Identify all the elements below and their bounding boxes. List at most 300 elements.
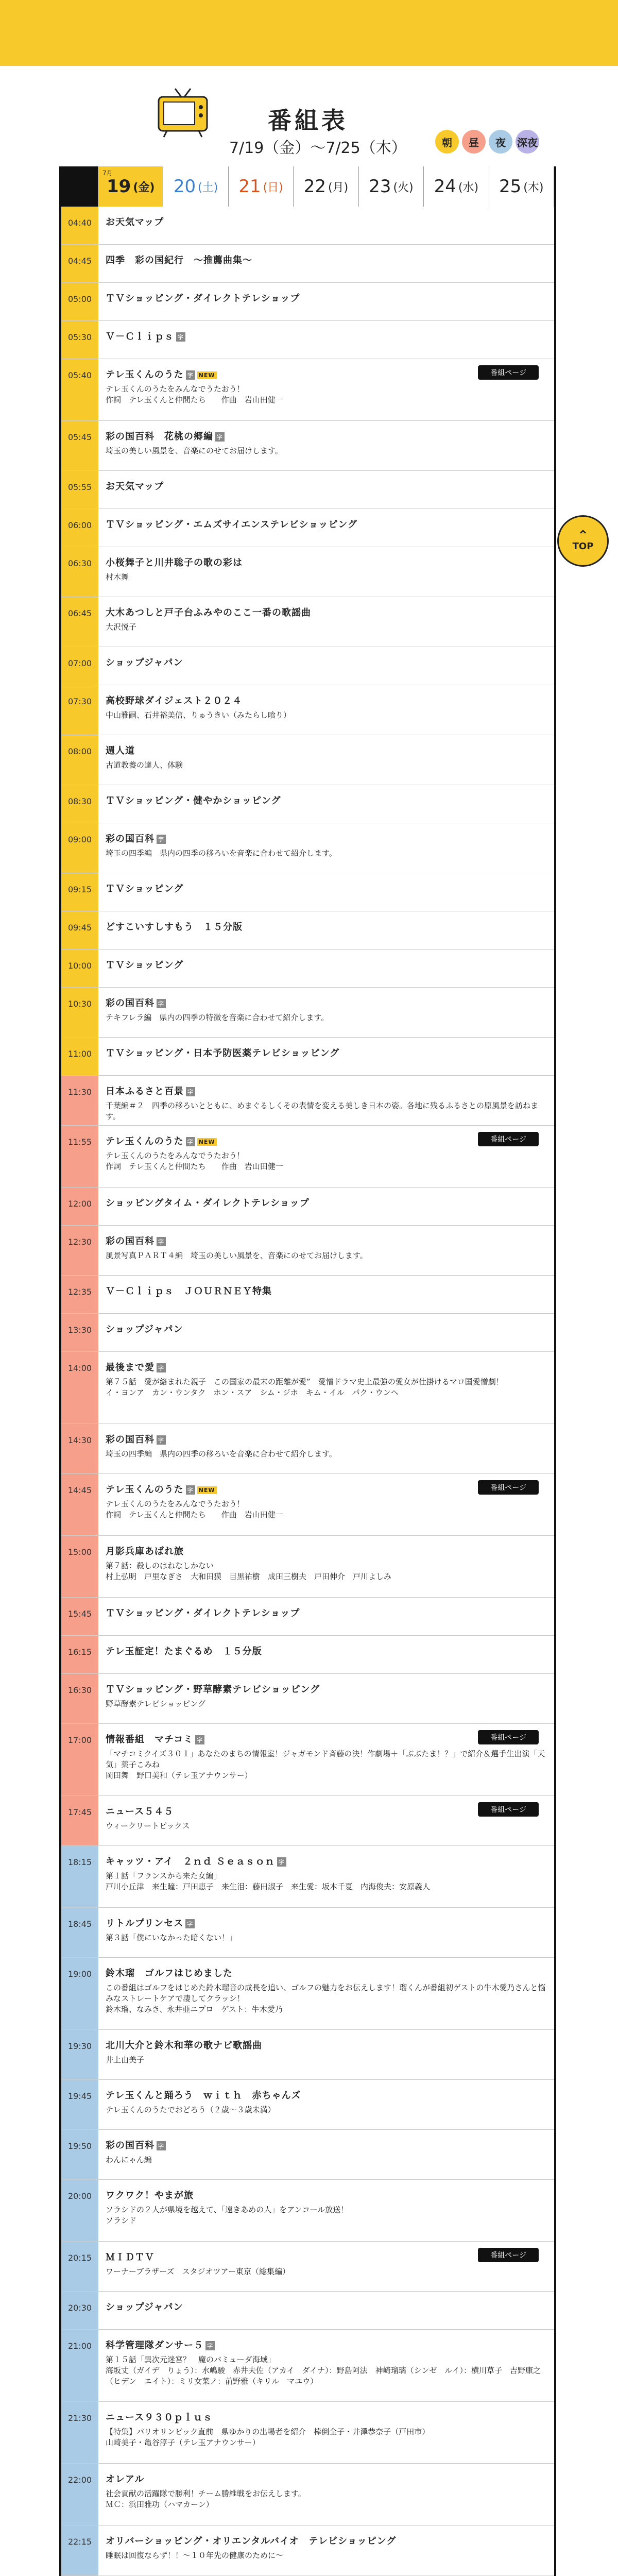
new-badge: NEW	[197, 1486, 217, 1494]
program-title[interactable]	[106, 693, 549, 707]
program-title[interactable]	[106, 958, 549, 971]
program-title-text: ショップジャパン	[106, 2302, 183, 2313]
program-title-text: 彩の国百科	[106, 834, 154, 844]
program-description: 埼玉の四季編 県内の四季の移ろいを音楽に合わせて紹介します。	[106, 849, 337, 858]
program-description: 埼玉の四季編 県内の四季の移ろいを音楽に合わせて紹介します。	[106, 1449, 337, 1459]
tab-date: 24	[434, 176, 456, 197]
subtitle-badge: 字	[195, 1735, 204, 1744]
program-body	[98, 283, 554, 320]
program-time: 14:00	[61, 1352, 98, 1423]
program-time: 22:15	[61, 2526, 98, 2575]
day-tab-19[interactable]	[98, 166, 163, 207]
program-title[interactable]	[106, 429, 549, 443]
program-row[interactable]	[61, 1076, 554, 1126]
program-title[interactable]	[106, 2410, 549, 2424]
program-row[interactable]	[61, 1598, 554, 1636]
program-title-text: ニュース９３０ｐｌｕｓ	[106, 2412, 213, 2423]
subtitle-badge: 字	[186, 1485, 195, 1495]
program-description: 埼玉の美しい風景を、音楽にのせてお届けします。	[106, 446, 283, 455]
program-row[interactable]	[61, 647, 554, 685]
program-title[interactable]	[106, 743, 549, 757]
program-row[interactable]	[61, 823, 554, 873]
program-body	[98, 1424, 554, 1473]
program-row[interactable]	[61, 911, 554, 950]
program-title[interactable]	[106, 2472, 549, 2485]
program-row[interactable]	[61, 1276, 554, 1314]
day-tab-25[interactable]	[489, 166, 554, 207]
program-title[interactable]	[106, 2534, 549, 2547]
program-time: 18:15	[61, 1846, 98, 1907]
time-column-header	[61, 166, 98, 207]
subtitle-badge: 字	[157, 1435, 166, 1445]
program-row[interactable]	[61, 1314, 554, 1352]
program-row[interactable]	[61, 2464, 554, 2526]
day-tab-24[interactable]	[424, 166, 489, 207]
program-title[interactable]	[106, 1360, 549, 1374]
program-body	[98, 911, 554, 949]
tab-date: 25	[499, 176, 522, 197]
program-description: 第１話「フランスから来た女編」 戸川小丘津 来生瞳：戸田恵子 来生泪：藤田淑子 来生愛：坂本千夏 内海俊夫：安原義人	[106, 1871, 431, 1891]
program-title-text: 科学管理隊ダンサー５	[106, 2340, 204, 2351]
program-title[interactable]	[106, 2038, 549, 2052]
day-tab-23[interactable]	[359, 166, 424, 207]
program-row[interactable]	[61, 1424, 554, 1474]
program-title-text: ＴＶショッピング	[106, 884, 184, 894]
program-title[interactable]	[106, 1084, 549, 1097]
program-title-text: ニュース５４５	[106, 1806, 174, 1817]
program-title-text: ショッピングタイム・ダイレクトテレショップ	[106, 1198, 310, 1209]
subtitle-badge: 字	[186, 1137, 195, 1146]
program-row[interactable]	[61, 283, 554, 321]
program-row[interactable]	[61, 547, 554, 597]
program-row[interactable]	[61, 2330, 554, 2402]
program-body	[98, 1314, 554, 1351]
program-row[interactable]	[61, 1352, 554, 1424]
program-title-text: どすこいすしすもう １５分版	[106, 922, 243, 933]
program-time: 17:45	[61, 1796, 98, 1845]
program-row[interactable]	[61, 1226, 554, 1276]
program-row[interactable]	[61, 1846, 554, 1908]
program-row[interactable]	[61, 1724, 554, 1796]
program-time: 19:50	[61, 2130, 98, 2179]
program-grid	[59, 166, 556, 2576]
subtitle-badge: 字	[176, 332, 185, 342]
program-description: 古道教養の達人、体験	[106, 760, 183, 770]
program-title-text: テレ玉くんのうた	[106, 369, 184, 380]
program-title-text: ＴＶショッピング・ダイレクトテレショップ	[106, 1608, 300, 1619]
program-page-button[interactable]: 番組ページ	[478, 1802, 539, 1817]
program-body	[98, 1188, 554, 1225]
program-body	[98, 988, 554, 1037]
program-title[interactable]	[106, 1544, 549, 1557]
program-title[interactable]	[106, 1196, 549, 1209]
program-title-text: ショップジャパン	[106, 1324, 183, 1335]
program-body	[98, 2292, 554, 2329]
subtitle-badge: 字	[185, 1919, 195, 1928]
program-body	[98, 1474, 554, 1535]
program-title[interactable]	[106, 605, 549, 619]
program-row[interactable]	[61, 1674, 554, 1724]
program-title-text: 高校野球ダイジェスト２０２４	[106, 696, 243, 706]
program-time: 06:00	[61, 509, 98, 547]
program-title[interactable]	[106, 1966, 549, 1979]
slot-button-0[interactable]: 朝	[435, 130, 459, 154]
program-title[interactable]	[106, 793, 549, 807]
program-time: 14:45	[61, 1474, 98, 1535]
tv-icon	[154, 87, 211, 138]
program-body	[98, 2130, 554, 2179]
program-row[interactable]	[61, 207, 554, 245]
program-body	[98, 647, 554, 685]
program-title-text: テレ玉くんのうた	[106, 1484, 184, 1495]
program-title[interactable]	[106, 1046, 549, 1059]
program-title-text: 最後まで愛	[106, 1362, 154, 1373]
program-time: 13:30	[61, 1314, 98, 1351]
tab-weekday: (土)	[198, 181, 218, 194]
program-time: 10:00	[61, 950, 98, 987]
program-body	[98, 1796, 554, 1845]
day-tab-20[interactable]	[163, 166, 228, 207]
program-time: 14:30	[61, 1424, 98, 1473]
program-time: 20:30	[61, 2292, 98, 2329]
slot-button-2[interactable]: 夜	[489, 130, 512, 154]
program-description: 社会貢献の活躍隊で勝利！チーム勝維戦をお伝えします。 ＭＣ：浜田雅功（ハマカーン）	[106, 2489, 306, 2509]
program-row[interactable]	[61, 685, 554, 735]
program-title-text: 彩の国百科	[106, 1434, 154, 1445]
program-time: 05:40	[61, 359, 98, 420]
program-title-text: 小桜舞子と川井聡子の歌の彩は	[106, 557, 243, 568]
program-body	[98, 2464, 554, 2525]
program-title-text: 週人道	[106, 745, 135, 756]
program-description: わんにゃん編	[106, 2155, 152, 2164]
program-title-text: ＴＶショッピング	[106, 960, 184, 971]
program-title-text: お天気マップ	[106, 481, 164, 492]
program-title-text: 彩の国百科	[106, 2140, 154, 2151]
program-title[interactable]	[106, 2300, 549, 2313]
program-title-text: オリバーショッピング・オリエンタルバイオ テレビショッピング	[106, 2536, 397, 2547]
program-title[interactable]	[106, 996, 549, 1009]
slot-button-1[interactable]: 昼	[462, 130, 486, 154]
program-description: この番組はゴルフをはじめた鈴木瑠音の成長を追い、ゴルフの魅力をお伝えします！瑠くんが番組初ゲストの牛木愛乃さんと悩みなストレートケアで凄してクラッシ！ 鈴木瑠、なみき、永井亜ニプロ ゲスト：牛木愛乃	[106, 1983, 546, 2014]
program-title-text: 彩の国百科	[106, 998, 154, 1009]
program-body	[98, 2180, 554, 2241]
program-title[interactable]	[106, 329, 549, 343]
program-description: 【特集】パリオリンピック直前 県ゆかりの出場者を紹介 棒倒全子・井澤恭奈子（戸田市） 山崎美子・亀谷淳子（テレ玉アナウンサー）	[106, 2427, 430, 2447]
program-body	[98, 1908, 554, 1957]
program-title-text: 大木あつしと戸子台ふみやのここ一番の歌謡曲	[106, 607, 311, 618]
program-title-text: 四季 彩の国紀行 〜推薦曲集〜	[106, 255, 252, 266]
program-time: 19:00	[61, 1958, 98, 2029]
program-title[interactable]	[106, 555, 549, 569]
program-time: 12:30	[61, 1226, 98, 1275]
program-title-text: 鈴木瑠 ゴルフはじめました	[106, 1968, 233, 1979]
new-badge: NEW	[197, 1138, 217, 1146]
program-row[interactable]	[61, 245, 554, 283]
program-time: 05:55	[61, 471, 98, 509]
program-description: テレ玉くんのうたでおどろう（２歳〜３歳未満）	[106, 2105, 276, 2114]
program-time: 11:00	[61, 1038, 98, 1075]
program-title-text: ＴＶショッピング・エムズサイエンステレビショッピング	[106, 519, 357, 530]
program-body	[98, 2242, 554, 2291]
program-row[interactable]	[61, 735, 554, 785]
tab-date: 20	[173, 176, 196, 197]
program-title-text: ＴＶショッピング・ダイレクトテレショップ	[106, 293, 300, 304]
program-time: 15:45	[61, 1598, 98, 1635]
program-title[interactable]	[106, 1606, 549, 1619]
chevron-up-icon: ⌃	[577, 528, 589, 544]
tab-weekday: (日)	[263, 181, 283, 194]
slot-button-3[interactable]: 深夜	[516, 130, 539, 154]
program-description: テレ玉くんのうたをみんなでうたおう！ 作詞 テレ玉くんと仲間たち 作曲 岩山田健一	[106, 1499, 283, 1519]
tab-weekday: (火)	[393, 181, 414, 194]
program-time: 12:00	[61, 1188, 98, 1225]
program-row[interactable]	[61, 2130, 554, 2180]
program-title[interactable]	[106, 1284, 549, 1297]
top-label: TOP	[572, 540, 594, 552]
program-body	[98, 873, 554, 911]
program-title[interactable]	[106, 1916, 549, 1929]
program-body	[98, 421, 554, 470]
program-row[interactable]	[61, 950, 554, 988]
program-time: 16:15	[61, 1636, 98, 1673]
program-body	[98, 1276, 554, 1313]
program-row[interactable]	[61, 1126, 554, 1188]
program-description: 第１５話「異次元迷宮？ 魔のバミューダ海域」 海坂丈（ガイデ りょう）：水嶋駿 赤井夫佐（アカイ ダイナ）：野島阿法 神崎瑠璃（シンゼ ルイ）：横川草子 吉野康之（ヒデン エイト）：ミリ女菜ノ：前野雅（キリル マユウ）	[106, 2355, 541, 2386]
program-description: ウィークリートピックス	[106, 1821, 190, 1831]
program-row[interactable]	[61, 1038, 554, 1076]
program-body	[98, 1674, 554, 1723]
program-body	[98, 1724, 554, 1795]
subtitle-badge: 字	[186, 370, 195, 380]
subtitle-badge: 字	[277, 1857, 286, 1867]
program-body	[98, 1226, 554, 1275]
program-body	[98, 1598, 554, 1635]
program-title[interactable]	[106, 2088, 549, 2102]
program-body	[98, 1076, 554, 1125]
program-description: ソラシドの２人が県境を越えて、「遠きあめの人」をアンコール放送！ ソラシド	[106, 2205, 349, 2225]
program-time: 09:00	[61, 823, 98, 873]
program-body	[98, 950, 554, 987]
subtitle-badge: 字	[205, 2341, 215, 2350]
program-description: 大沢悦子	[106, 622, 137, 632]
program-time: 22:00	[61, 2464, 98, 2525]
program-title-text: テレ玉証定！たまぐるめ １５分版	[106, 1646, 262, 1657]
program-time: 21:30	[61, 2402, 98, 2463]
program-title-text: お天気マップ	[106, 217, 164, 228]
program-row[interactable]	[61, 1536, 554, 1598]
program-description: 第７話：殺しのはねなしかない 村上弘明 戸里なぎさ 大和田獏 目黒祐樹 成田三樹夫 戸田伸介 戸川よしみ	[106, 1561, 392, 1581]
program-description: ワーナーブラザーズ スタジオツアー東京（総集編）	[106, 2267, 290, 2276]
subtitle-badge: 字	[157, 1237, 166, 1246]
program-title[interactable]	[106, 832, 549, 845]
tab-weekday: (金)	[133, 181, 155, 194]
program-row[interactable]	[61, 2402, 554, 2464]
program-title-text: Ｖ－Ｃｌｉｐｓ ＪＯＵＲＮＥＹ特集	[106, 1286, 272, 1297]
program-title[interactable]	[106, 215, 549, 228]
tab-weekday: (月)	[328, 181, 349, 194]
subtitle-badge: 字	[157, 999, 166, 1008]
program-time: 15:00	[61, 1536, 98, 1597]
program-title-text: ワクワク！やまが旅	[106, 2190, 194, 2201]
program-row[interactable]	[61, 2242, 554, 2292]
program-time: 07:30	[61, 685, 98, 735]
program-title-text: ＴＶショッピング・野草酵素テレビショッピング	[106, 1684, 320, 1695]
program-title-text: テレ玉くんと踊ろう ｗｉｔｈ 赤ちゃんズ	[106, 2090, 301, 2101]
program-row[interactable]	[61, 2292, 554, 2330]
program-body	[98, 509, 554, 547]
program-body	[98, 245, 554, 282]
program-row[interactable]	[61, 1188, 554, 1226]
page-header	[0, 66, 618, 168]
program-time: 17:00	[61, 1724, 98, 1795]
tab-weekday: (木)	[523, 181, 544, 194]
program-description: 第３話「僕にいなかった暗くない！」	[106, 1933, 237, 1942]
program-time: 06:30	[61, 547, 98, 597]
program-body	[98, 547, 554, 597]
program-row[interactable]	[61, 1636, 554, 1674]
program-row[interactable]	[61, 785, 554, 823]
program-body	[98, 1636, 554, 1673]
program-description: 千葉編＃２ 四季の移ろいとともに、めまぐるしくその表情を変える美しき日本の姿。各地に残るふるさとの原風景を訪ねます。	[106, 1101, 539, 1121]
program-title[interactable]	[106, 2188, 549, 2201]
program-description: 野草酵素テレビショッピング	[106, 1699, 206, 1708]
program-page-button[interactable]: 番組ページ	[478, 2248, 539, 2262]
program-time: 19:30	[61, 2030, 98, 2079]
program-time: 20:15	[61, 2242, 98, 2291]
program-row[interactable]	[61, 509, 554, 547]
program-body	[98, 2526, 554, 2575]
program-body	[98, 1958, 554, 2029]
program-row[interactable]	[61, 2080, 554, 2130]
program-description: 井上由美子	[106, 2055, 145, 2064]
program-description: テレ玉くんのうたをみんなでうたおう！ 作詞 テレ玉くんと仲間たち 作曲 岩山田健一	[106, 1151, 283, 1171]
program-title-text: 情報番組 マチコミ	[106, 1734, 194, 1745]
program-title-text: ショップジャパン	[106, 657, 183, 668]
program-row[interactable]	[61, 988, 554, 1038]
program-row[interactable]	[61, 321, 554, 359]
program-time: 07:00	[61, 647, 98, 685]
program-row[interactable]	[61, 2526, 554, 2575]
program-time: 05:00	[61, 283, 98, 320]
program-title-text: オレアル	[106, 2474, 145, 2485]
program-time: 09:15	[61, 873, 98, 911]
program-time: 12:35	[61, 1276, 98, 1313]
program-row[interactable]	[61, 1796, 554, 1846]
program-title[interactable]	[106, 1432, 549, 1446]
program-time: 18:45	[61, 1908, 98, 1957]
tab-month: 7月	[102, 170, 113, 177]
program-time: 19:45	[61, 2080, 98, 2129]
program-title-text: Ｖ－Ｃｌｉｐｓ	[106, 331, 174, 342]
program-time: 05:45	[61, 421, 98, 470]
program-description: 中山雅嗣、石井裕美信、りゅうきい（みたらし喰り）	[106, 710, 291, 720]
program-body	[98, 1126, 554, 1187]
program-title-text: テレ玉くんのうた	[106, 1136, 184, 1147]
subtitle-badge: 字	[186, 1087, 195, 1096]
program-body	[98, 823, 554, 873]
program-page-button[interactable]: 番組ページ	[478, 365, 539, 380]
program-title[interactable]	[106, 1854, 549, 1868]
program-time: 11:55	[61, 1126, 98, 1187]
day-tabs	[61, 166, 554, 207]
program-description: テキフレラ編 県内の四季の特徴を音楽に合わせて紹介します。	[106, 1013, 329, 1022]
program-title-text: 日本ふるさと百景	[106, 1086, 184, 1097]
program-body	[98, 2402, 554, 2463]
program-row[interactable]	[61, 471, 554, 509]
program-row[interactable]	[61, 2180, 554, 2242]
program-description: 「マチコミクイズ３０１」あなたのまちの情報室！ジャガモンド斉藤の決！作劇場＋「ぶぶたま！？」で紹介＆選手生出演「天気」薬子こみね 岡田舞 野口美和（テレ玉アナウンサー）	[106, 1749, 545, 1780]
program-time: 08:00	[61, 735, 98, 785]
subtitle-badge: 字	[157, 1363, 166, 1372]
program-row[interactable]	[61, 421, 554, 471]
program-row[interactable]	[61, 873, 554, 911]
program-title[interactable]	[106, 1682, 549, 1696]
program-row[interactable]	[61, 1908, 554, 1958]
program-title-text: リトルプリンセス	[106, 1918, 184, 1929]
program-description: 風景写真ＰＡＲＴ４編 埼玉の美しい風景を、音楽にのせてお届けします。	[106, 1251, 368, 1260]
program-body	[98, 471, 554, 509]
program-title-text: 彩の国百科 花桃の郷編	[106, 431, 213, 442]
program-body	[98, 207, 554, 244]
day-tab-22[interactable]	[294, 166, 358, 207]
program-time: 04:40	[61, 207, 98, 244]
program-page-button[interactable]: 番組ページ	[478, 1480, 539, 1495]
subtitle-badge: 字	[215, 432, 225, 442]
program-title[interactable]	[106, 253, 549, 266]
program-row[interactable]	[61, 1958, 554, 2030]
program-title[interactable]	[106, 1234, 549, 1247]
program-page-button[interactable]: 番組ページ	[478, 1132, 539, 1146]
tab-weekday: (水)	[458, 181, 479, 194]
program-body	[98, 597, 554, 647]
program-title[interactable]	[106, 655, 549, 669]
program-title-text: 月影兵庫あばれ旅	[106, 1546, 184, 1557]
program-row[interactable]	[61, 2030, 554, 2080]
program-row[interactable]	[61, 359, 554, 421]
program-body	[98, 2330, 554, 2401]
new-badge: NEW	[197, 371, 217, 379]
program-title-text: ＭＩＤＴＶ	[106, 2252, 154, 2263]
program-time: 08:30	[61, 785, 98, 823]
tab-date: 21	[238, 176, 261, 197]
day-tab-21[interactable]	[229, 166, 294, 207]
program-title[interactable]	[106, 2338, 549, 2351]
program-time: 16:30	[61, 1674, 98, 1723]
program-title[interactable]	[106, 291, 549, 304]
program-title-text: ＴＶショッピング・日本予防医薬テレビショッピング	[106, 1048, 340, 1059]
program-title[interactable]	[106, 479, 549, 493]
program-time: 05:30	[61, 321, 98, 359]
tab-date: 23	[369, 176, 391, 197]
date-range: 7/19（金）〜7/25（木）	[229, 139, 407, 157]
program-description: 第７５話 愛が絡まれた親子 この国家の最末の距離が愛” 愛憎ドラマ史上最強の愛女が仕掛けるマロ国愛憎劇！ イ・ヨンア カン・ウンタク ホン・スア シム・ジホ キム・イル パク・ウンヘ	[106, 1377, 504, 1397]
page-title: 番組表	[268, 107, 348, 134]
program-title[interactable]	[106, 2138, 549, 2151]
back-to-top-button[interactable]	[557, 515, 609, 567]
tab-date: 22	[303, 176, 327, 197]
program-page-button[interactable]: 番組ページ	[478, 1730, 539, 1744]
program-row[interactable]	[61, 597, 554, 647]
program-description: テレ玉くんのうたをみんなでうたおう！ 作詞 テレ玉くんと仲間たち 作曲 岩山田健一	[106, 384, 283, 404]
program-title-text: 彩の国百科	[106, 1236, 154, 1247]
program-title[interactable]	[106, 882, 549, 895]
program-title[interactable]	[106, 920, 549, 933]
program-title[interactable]	[106, 517, 549, 531]
program-body	[98, 735, 554, 785]
program-title[interactable]	[106, 1644, 549, 1657]
program-row[interactable]	[61, 1474, 554, 1536]
program-title[interactable]	[106, 1322, 549, 1335]
